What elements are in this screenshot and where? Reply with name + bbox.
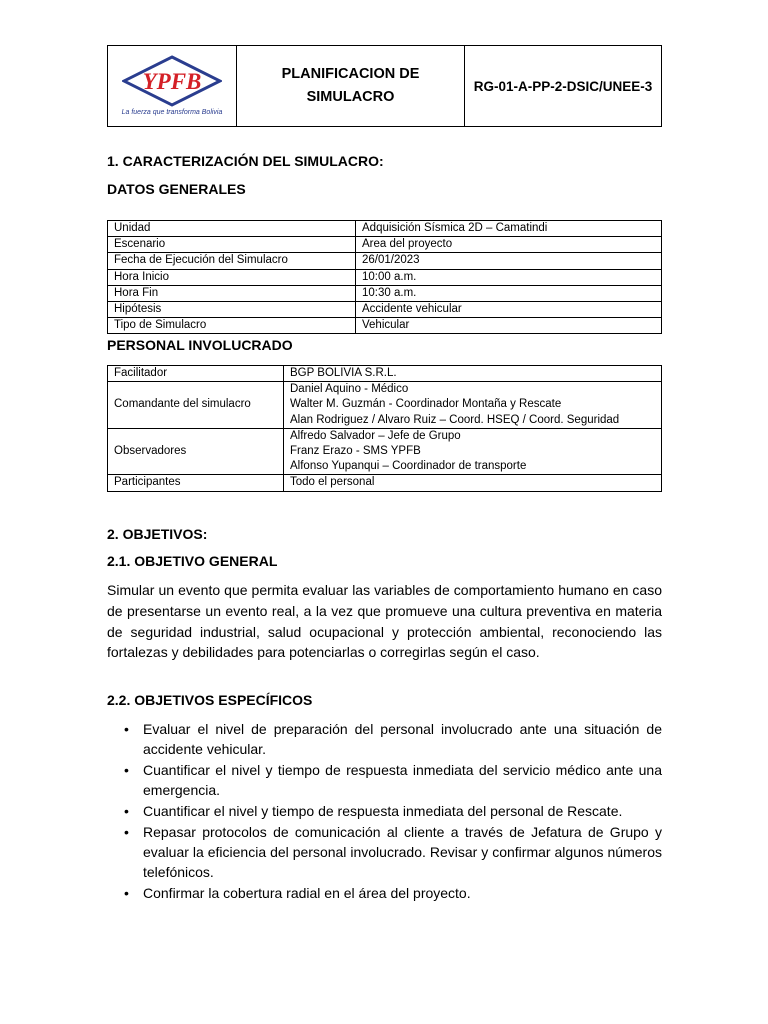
table-row: [108, 302, 662, 318]
document-header: [107, 45, 662, 127]
list-item-text: Cuantificar el nivel y tiempo de respuesta inmediata del servicio médico ante una emergencia.: [143, 762, 662, 798]
objetivos-especificos-list: [107, 719, 662, 904]
row-value: 26/01/2023: [356, 253, 662, 269]
row-value: Accidente vehicular: [356, 302, 662, 318]
table-row: [108, 237, 662, 253]
logo-text: YPFB: [142, 69, 202, 94]
table-row: [108, 318, 662, 334]
list-item-text: Cuantificar el nivel y tiempo de respuesta inmediata del personal de Rescate.: [143, 803, 623, 819]
section-1-heading: 1. CARACTERIZACIÓN DEL SIMULACRO:: [107, 153, 384, 169]
table-row: [108, 253, 662, 269]
list-item-text: Repasar protocolos de comunicación al cliente a través de Jefatura de Grupo y evaluar la eficiencia del personal involucrado. Revisar y confirmar algunos números telefónicos.: [143, 824, 662, 880]
row-value: BGP BOLIVIA S.R.L.: [284, 366, 662, 382]
table-row: [108, 428, 662, 475]
list-item: [107, 719, 662, 759]
bullet-icon: •: [124, 803, 129, 819]
row-value: Area del proyecto: [356, 237, 662, 253]
row-label: Unidad: [108, 221, 356, 237]
row-label: Hora Inicio: [108, 269, 356, 285]
table-row: [108, 269, 662, 285]
title-line-2: SIMULACRO: [306, 89, 395, 105]
objetivo-general-text: Simular un evento que permita evaluar las variables de comportamiento humano en caso de presentarse un evento real, a la vez que promueve una cultura preventiva en materia de seguridad industrial, salud ocupacional y protección ambiental, reconociendo las fortalezas y debilidades para potenciarlas o corregirlas según el caso.: [107, 582, 662, 661]
table-row: [108, 366, 662, 382]
bullet-icon: •: [124, 762, 129, 778]
datos-generales-table: [107, 220, 662, 334]
row-label: Observadores: [108, 428, 284, 475]
title-line-1: PLANIFICACION DE: [281, 66, 420, 82]
table-row: [108, 221, 662, 237]
row-value: Vehicular: [356, 318, 662, 334]
objetivos-especificos-heading: 2.2. OBJETIVOS ESPECÍFICOS: [107, 692, 313, 708]
list-item: [107, 822, 662, 882]
row-label: Hora Fin: [108, 285, 356, 301]
list-item: [107, 801, 662, 821]
list-item: [107, 760, 662, 800]
list-item: [107, 883, 662, 903]
row-value: Daniel Aquino - Médico Walter M. Guzmán - Coordinador Montaña y Rescate Alan Rodriguez / Alvaro Ruiz – Coord. HSEQ / Coord. Seguridad: [284, 382, 662, 429]
document-title: [237, 46, 465, 127]
row-value: 10:00 a.m.: [356, 269, 662, 285]
document-code: RG-01-A-PP-2-DSIC/UNEE-3: [465, 46, 662, 127]
table-row: [108, 285, 662, 301]
list-item-text: Evaluar el nivel de preparación del personal involucrado ante una situación de accidente vehicular.: [143, 721, 662, 757]
row-value: Alfredo Salvador – Jefe de Grupo Franz Erazo - SMS YPFB Alfonso Yupanqui – Coordinador de transporte: [284, 428, 662, 475]
ypfb-logo-icon: [122, 55, 222, 107]
row-label: Comandante del simulacro: [108, 382, 284, 429]
row-label: Escenario: [108, 237, 356, 253]
row-label: Tipo de Simulacro: [108, 318, 356, 334]
list-item-text: Confirmar la cobertura radial en el área del proyecto.: [143, 885, 471, 901]
ypfb-logo: [113, 51, 231, 121]
row-label: Participantes: [108, 475, 284, 491]
row-value: Adquisición Sísmica 2D – Camatindi: [356, 221, 662, 237]
bullet-icon: •: [124, 824, 129, 840]
objetivos-heading: 2. OBJETIVOS:: [107, 526, 208, 542]
row-value: Todo el personal: [284, 475, 662, 491]
row-value: 10:30 a.m.: [356, 285, 662, 301]
row-label: Facilitador: [108, 366, 284, 382]
personal-table: [107, 365, 662, 492]
table-row: [108, 475, 662, 491]
logo-slogan: La fuerza que transforma Bolivia: [121, 109, 223, 116]
datos-generales-heading: DATOS GENERALES: [107, 181, 246, 197]
objetivo-general-heading: 2.1. OBJETIVO GENERAL: [107, 553, 278, 569]
row-label: Fecha de Ejecución del Simulacro: [108, 253, 356, 269]
row-label: Hipótesis: [108, 302, 356, 318]
table-row: [108, 382, 662, 429]
bullet-icon: •: [124, 885, 129, 901]
personal-heading: PERSONAL INVOLUCRADO: [107, 337, 293, 353]
logo-cell: [108, 46, 237, 127]
bullet-icon: •: [124, 721, 129, 737]
